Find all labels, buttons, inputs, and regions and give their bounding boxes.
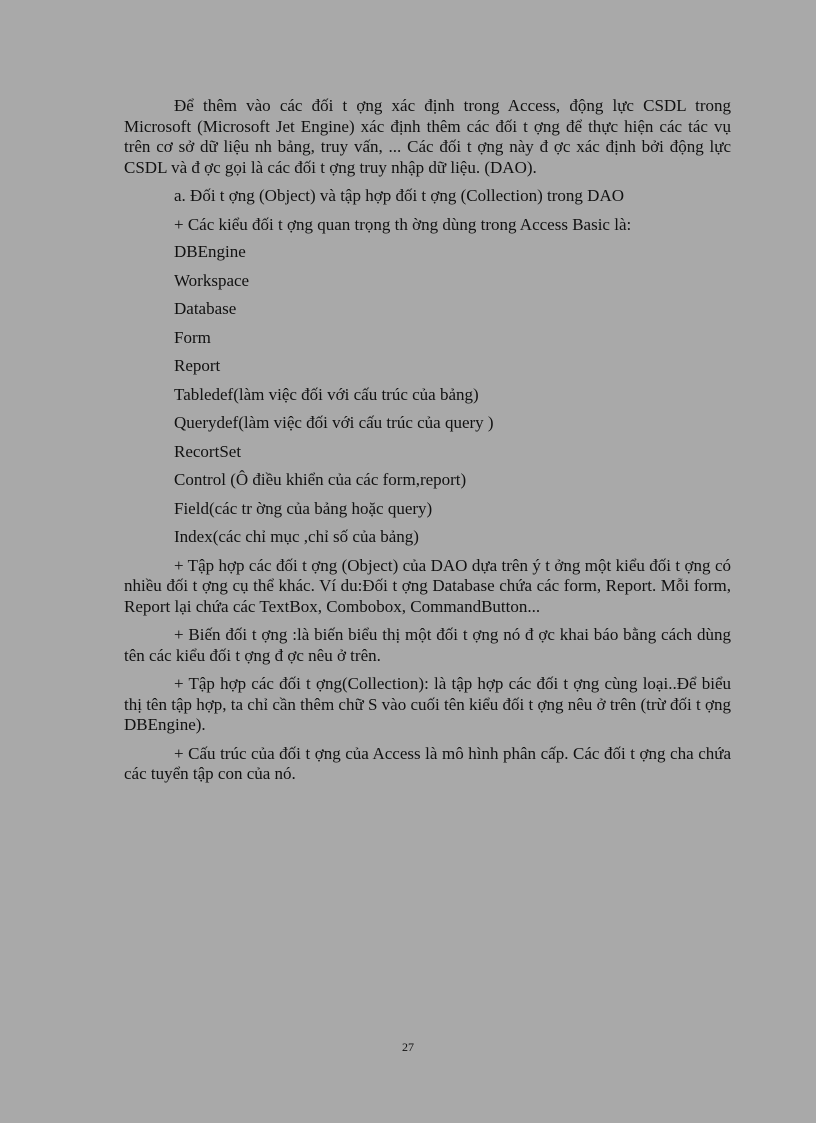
object-type-item: Querydef(làm việc đối với cấu trúc của query ) bbox=[174, 413, 494, 432]
object-type-item: Database bbox=[174, 299, 237, 318]
object-type-item: Control (Ô điều khiển của các form,report) bbox=[174, 470, 467, 489]
object-type-item: Field(các tr ờng của bảng hoặc query) bbox=[174, 498, 433, 518]
section-a-heading: a. Đối t ợng (Object) và tập hợp đối t ợng (Collection) trong DAO bbox=[174, 186, 624, 205]
object-variable-paragraph: + Biến đối t ợng :là biến biểu thị một đối t ợng nó đ ợc khai báo bằng cách dùng tên các kiểu đối t ợng đ ợc nêu ở trên. bbox=[124, 625, 731, 665]
dao-collections-paragraph: + Tập hợp các đối t ợng (Object) của DAO dựa trên ý t ởng một kiểu đối t ợng có nhiều đối t ợng cụ thể khác. Ví du:Đối t ợng Database chứa các form, Report. Mỗi form, Report lại chứa các TextBox, Combobox, CommandButton... bbox=[124, 555, 731, 616]
intro-paragraph: Để thêm vào các đối t ợng xác định trong Access, động lực CSDL trong Microsoft (Microsoft Jet Engine) xác định thêm các đối t ợng để thực hiện các tác vụ trên cơ sở dữ liệu nh bảng, truy vấn, ... Các đối t ợng này đ ợc xác định bởi động lực CSDL và đ ợc gọi là các đối t ợng truy nhập dữ liệu. (DAO). bbox=[124, 96, 731, 177]
page-number: 27 bbox=[402, 1040, 414, 1054]
object-type-item: Form bbox=[174, 327, 211, 347]
object-type-item: DBEngine bbox=[174, 242, 246, 261]
collection-paragraph: + Tập hợp các đối t ợng(Collection): là tập hợp các đối t ợng cùng loại..Để biểu thị tên tập hợp, ta chỉ cần thêm chữ S vào cuối tên kiểu đối t ợng nêu ở trên (trừ đối t ợng DBEngine). bbox=[124, 674, 731, 734]
object-type-item: Workspace bbox=[174, 270, 250, 290]
object-type-item: Report bbox=[174, 356, 221, 375]
object-types-intro: + Các kiểu đối t ợng quan trọng th ờng dùng trong Access Basic là: bbox=[174, 214, 632, 234]
structure-paragraph: + Cấu trúc của đối t ợng của Access là mô hình phân cấp. Các đối t ợng cha chứa các tuyển tập con của nó. bbox=[124, 743, 731, 783]
page-content bbox=[124, 96, 731, 793]
object-type-item: Index(các chỉ mục ,chỉ số của bảng) bbox=[174, 527, 419, 546]
object-type-item: RecortSet bbox=[174, 441, 242, 461]
object-type-item: Tabledef(làm việc đối với cấu trúc của bảng) bbox=[174, 384, 479, 404]
